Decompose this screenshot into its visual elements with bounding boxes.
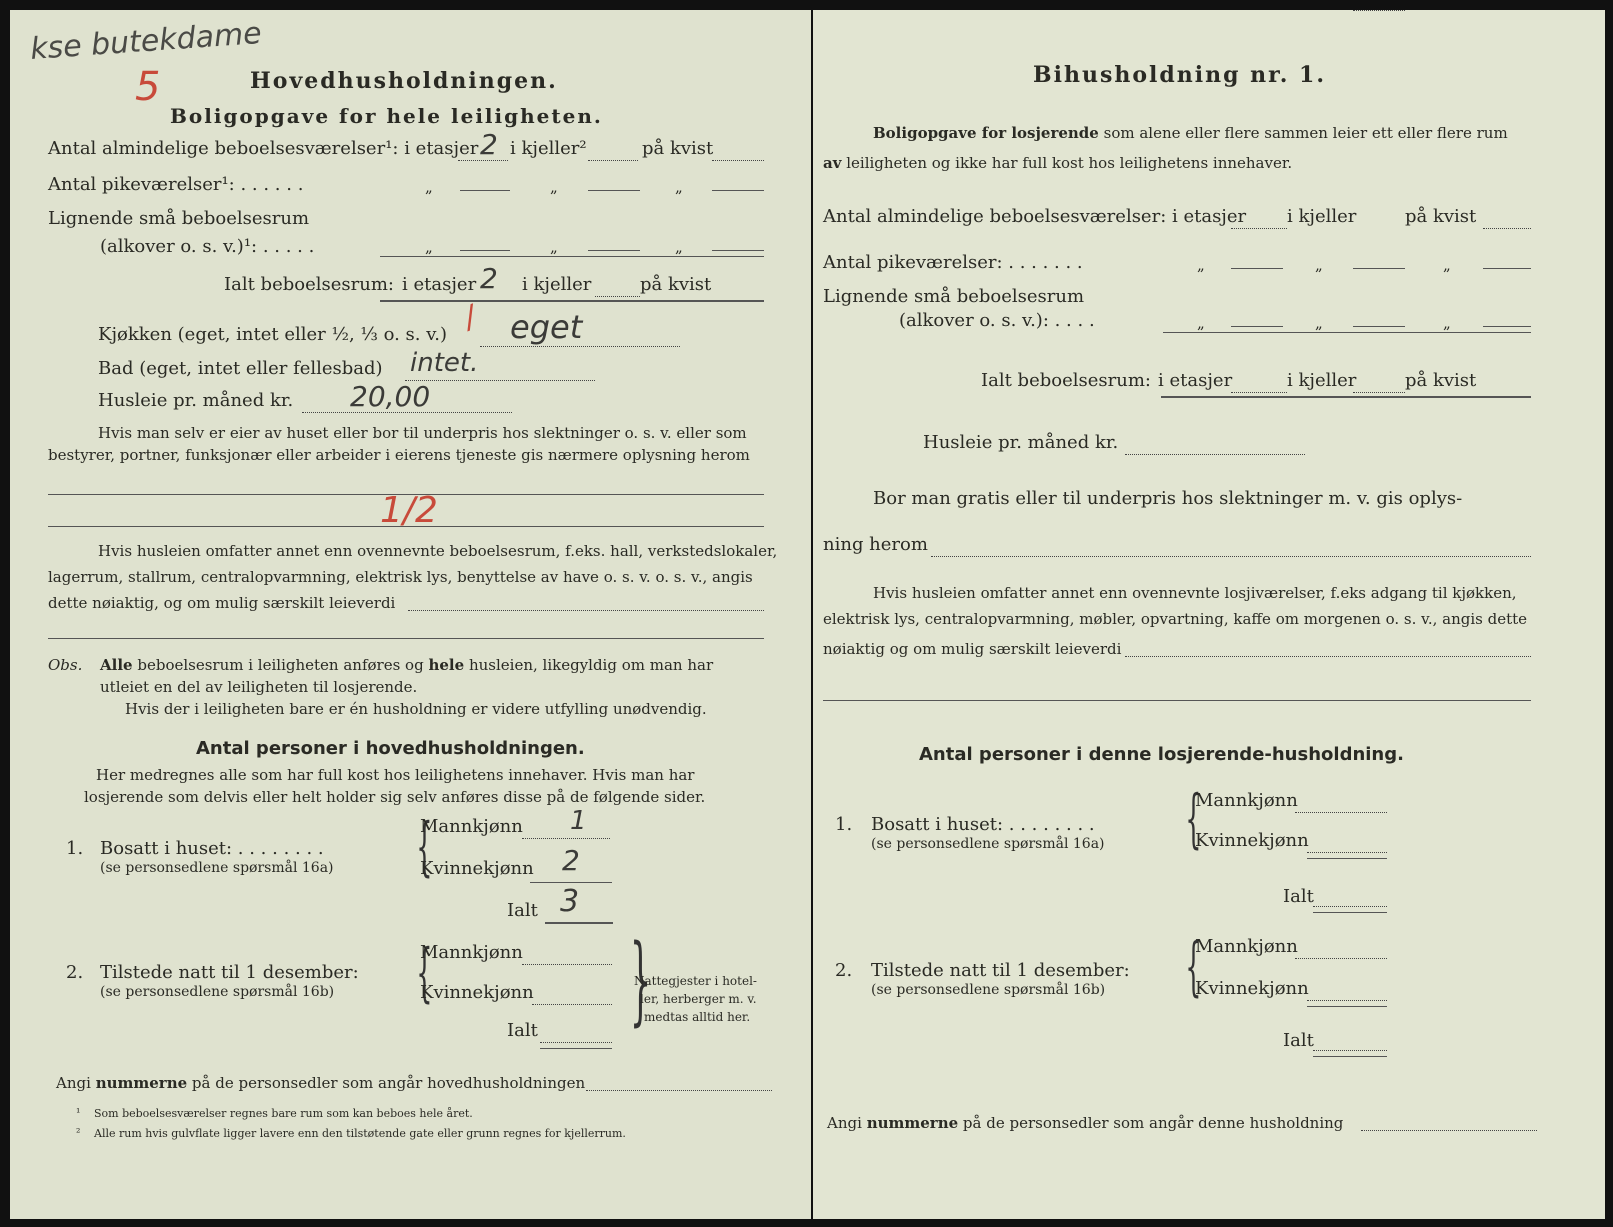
omfatter-answer-line[interactable] [1125, 656, 1531, 657]
ialt-kvist-label: på kvist [640, 274, 712, 295]
handwritten-occupation-note: kse butekdame [29, 15, 263, 68]
angi-answer-line[interactable] [586, 1090, 772, 1091]
kjokken-label: Kjøkken (eget, intet eller ½, ⅓ o. s. v.) [98, 324, 447, 345]
pikevaerelser-label: Antal pikeværelser: . . . . . . . [823, 252, 1083, 273]
bosatt-mann-label: Mannkjønn [420, 816, 523, 837]
rooms-kjeller-line[interactable] [588, 160, 638, 161]
intro-line-2 [823, 154, 1292, 172]
tilstede-brace: { [416, 936, 433, 1010]
personer-text-2: losjerende som delvis eller helt holder sig selv anføres disse på de følgende sider. [84, 788, 706, 806]
tilstede-label: Tilstede natt til 1 desember: [871, 960, 1130, 981]
bosatt-kvinne-value[interactable]: 2 [562, 844, 580, 877]
angi-answer-line[interactable] [1361, 1130, 1537, 1131]
bosatt-ialt-label: Ialt [1283, 886, 1314, 907]
obs-line-3: Hvis der i leiligheten bare er én husholdning er videre utfylling unødvendig. [125, 700, 707, 718]
pike-kvist-line[interactable] [712, 190, 764, 191]
tilstede-kvinne-label: Kvinnekjønn [420, 982, 534, 1003]
ialt-underline [1161, 396, 1531, 398]
ditto-mark: „ [1315, 256, 1323, 274]
ialt-etasjer-label: i etasjer [1158, 370, 1233, 391]
ialt-kvist-label: på kvist [1405, 370, 1477, 391]
omfatter-answer-line-2[interactable] [823, 700, 1531, 701]
bosatt-ialt-line [545, 922, 613, 924]
eier-instruction-1: Hvis man selv er eier av huset eller bor til underpris hos slektninger o. s. v. eller som [98, 424, 747, 442]
omfatter-instruction-3: nøiaktig og om mulig særskilt leieverdi [823, 640, 1122, 658]
bosatt-brace: { [416, 810, 433, 884]
tilstede-ialt-rule [1313, 1056, 1387, 1057]
alkover-label-a: Lignende små beboelsesrum [823, 286, 1085, 307]
eier-instruction-2: bestyrer, portner, funksjonær eller arbeider i eierens tjeneste gis nærmere oplysning herom [48, 446, 750, 464]
gratis-instruction-1: Bor man gratis eller til underpris hos slektninger m. v. gis oplys- [873, 488, 1463, 509]
ialt-kjeller-label: i kjeller [522, 274, 592, 295]
ditto-mark: „ [425, 238, 433, 256]
bosatt-ialt-value[interactable]: 3 [560, 884, 580, 919]
tilstede-ialt-label: Ialt [507, 1020, 538, 1041]
bosatt-brace: { [1185, 782, 1202, 856]
obs-text-b: husleien, likegyldig om man har [468, 656, 714, 674]
obs-alle: Alle [100, 656, 133, 674]
ialt-kjeller-label: i kjeller [1287, 370, 1357, 391]
angi-nummerne-line [827, 1114, 1343, 1132]
intro-bold: Boligopgave for losjerende [873, 124, 1099, 142]
ialt-underline [380, 300, 764, 302]
bosatt-number: 1. [66, 838, 84, 859]
right-page-bihusholdning [813, 10, 1605, 1219]
bosatt-kvinne-line [530, 882, 612, 883]
rooms-kvist-line[interactable] [1483, 228, 1531, 229]
obs-text-a: beboelsesrum i leiligheten anføres og [137, 656, 424, 674]
footnote-2: Alle rum hvis gulvflate ligger lavere enn den tilstøtende gate eller grunn regnes for kjellerrum. [94, 1127, 626, 1140]
bad-value[interactable]: intet. [410, 348, 479, 378]
angi-nummerne: nummerne [866, 1114, 959, 1132]
rooms-etasjer-line [458, 160, 508, 161]
bosatt-mann-line[interactable] [1295, 812, 1387, 813]
ditto-mark: „ [675, 178, 683, 196]
angi-word: Angi [827, 1114, 862, 1132]
tilstede-ialt-label: Ialt [1283, 1030, 1314, 1051]
ditto-mark: „ [550, 238, 558, 256]
angi-nummerne: nummerne [95, 1074, 188, 1092]
angi-text: på de personsedler som angår denne husholdning [962, 1114, 1344, 1132]
bosatt-label: Bosatt i huset: . . . . . . . . [871, 814, 1095, 835]
husleie-line [302, 412, 512, 413]
sum-rule [380, 256, 764, 257]
bosatt-mann-line [522, 838, 610, 839]
tilstede-mann-label: Mannkjønn [1195, 936, 1298, 957]
rooms-kvist-label: på kvist [1405, 206, 1477, 227]
pike-kjeller-line[interactable] [1353, 268, 1405, 269]
bosatt-mann-value[interactable]: 1 [570, 806, 587, 836]
left-page-hovedhusholdning [10, 10, 811, 1219]
husleie-label: Husleie pr. måned kr. [98, 390, 294, 411]
nattegjester-brace: } [629, 924, 652, 1036]
omfatter-answer-line-2[interactable] [48, 638, 764, 639]
footnote-1: Som beboelsesværelser regnes bare rum som kan beboes hele året. [94, 1107, 473, 1120]
personer-text-1: Her medregnes alle som har full kost hos leilighetens innehaver. Hvis man har [96, 766, 695, 784]
obs-line-2: utleiet en del av leiligheten til losjerende. [100, 678, 418, 696]
omfatter-instruction-2: lagerrum, stallrum, centralopvarmning, elektrisk lys, benyttelse av have o. s. v. o. s. v., angis [48, 568, 753, 586]
handwritten-slash-mark: / [459, 299, 481, 336]
rooms-kvist-label: på kvist [642, 138, 714, 159]
tilstede-kvinne-line[interactable] [532, 1004, 612, 1005]
bosatt-ialt-label: Ialt [507, 900, 538, 921]
tilstede-mann-line[interactable] [522, 964, 612, 965]
personer-title: Antal personer i hovedhusholdningen. [196, 738, 585, 759]
nattegjester-note-2: ler, herberger m. v. [640, 992, 757, 1006]
bosatt-sub: (se personsedlene spørsmål 16a) [100, 860, 334, 876]
bosatt-ialt-rule [1313, 912, 1387, 913]
angi-word: Angi [56, 1074, 91, 1092]
tilstede-mann-line[interactable] [1295, 958, 1387, 959]
ditto-mark: „ [1197, 314, 1205, 332]
ialt-beboelsesrum-label: Ialt beboelsesrum: [981, 370, 1151, 391]
husleie-label: Husleie pr. måned kr. [923, 432, 1119, 453]
pike-etasjer-line[interactable] [460, 190, 510, 191]
ditto-mark: „ [1443, 256, 1451, 274]
gratis-answer-line[interactable] [931, 556, 1531, 557]
rooms-row-label: Antal almindelige beboelsesværelser: i etasjer [823, 206, 1247, 227]
tilstede-ialt-line[interactable] [1313, 1050, 1387, 1051]
page-title: Hovedhusholdningen. [250, 68, 558, 94]
tilstede-ialt-line[interactable] [540, 1042, 612, 1043]
bosatt-mann-label: Mannkjønn [1195, 790, 1298, 811]
ditto-mark: „ [675, 238, 683, 256]
footnote-1-number: ¹ [76, 1106, 81, 1119]
gratis-instruction-2: ning herom [823, 534, 928, 555]
ditto-mark: „ [1443, 314, 1451, 332]
tilstede-kvinne-rule [1307, 1006, 1387, 1007]
sum-rule [1163, 332, 1531, 333]
bad-label: Bad (eget, intet eller fellesbad) [98, 358, 383, 379]
rooms-etasjer-line[interactable] [1231, 228, 1287, 229]
intro-line-1 [873, 124, 1508, 142]
tilstede-sub: (se personsedlene spørsmål 16b) [871, 982, 1106, 998]
intro-av: av [823, 154, 842, 172]
tilstede-kvinne-label: Kvinnekjønn [1195, 978, 1309, 999]
angi-nummerne-line [56, 1074, 585, 1092]
alkover-kvist-line[interactable] [1483, 326, 1531, 327]
nattegjester-note-3: medtas alltid her. [644, 1010, 751, 1024]
alkover-kvist-line[interactable] [712, 250, 764, 251]
bosatt-kvinne-label: Kvinnekjønn [1195, 830, 1309, 851]
rooms-kvist-line[interactable] [712, 160, 764, 161]
bosatt-kvinne-rule [1307, 858, 1387, 859]
ialt-beboelsesrum-label: Ialt beboelsesrum: [224, 274, 394, 295]
intro-text: som alene eller flere sammen leier ett eller flere rum [1103, 124, 1508, 142]
omfatter-instruction-3: dette nøiaktig, og om mulig særskilt leieverdi [48, 594, 396, 612]
handwritten-red-fraction: 1/2 [380, 490, 438, 531]
rooms-kjeller-line[interactable] [1353, 10, 1405, 11]
rooms-kjeller-label: i kjeller² [510, 138, 587, 159]
ialt-etasjer-line[interactable] [1231, 392, 1287, 393]
bosatt-label: Bosatt i huset: . . . . . . . . [100, 838, 324, 859]
alkover-etasjer-line[interactable] [1231, 326, 1283, 327]
ialt-kjeller-line[interactable] [595, 296, 640, 297]
ditto-mark: „ [550, 178, 558, 196]
ditto-mark: „ [425, 178, 433, 196]
obs-label: Obs. [48, 656, 83, 674]
angi-text: på de personsedler som angår hovedhusholdningen [191, 1074, 586, 1092]
omfatter-instruction-1: Hvis husleien omfatter annet enn ovennevnte losjiværelser, f.eks adgang til kjøkken, [873, 584, 1517, 602]
rooms-kjeller-label: i kjeller [1287, 206, 1357, 227]
tilstede-label: Tilstede natt til 1 desember: [100, 962, 359, 983]
eier-answer-line-2[interactable] [48, 526, 764, 527]
bosatt-kvinne-line[interactable] [1307, 852, 1387, 853]
bosatt-kvinne-label: Kvinnekjønn [420, 858, 534, 879]
page-title: Bihusholdning nr. 1. [1033, 62, 1326, 88]
omfatter-instruction-1: Hvis husleien omfatter annet enn ovennevnte beboelsesrum, f.eks. hall, verkstedslokaler, [98, 542, 778, 560]
alkover-kjeller-line[interactable] [1353, 326, 1405, 327]
pike-kvist-line[interactable] [1483, 268, 1531, 269]
handwritten-red-number: 5 [135, 64, 161, 110]
kjokken-value[interactable]: eget [510, 308, 583, 346]
rooms-etasjer-value[interactable]: 2 [480, 128, 498, 161]
ialt-kjeller-line[interactable] [1353, 392, 1405, 393]
alkover-kjeller-line[interactable] [588, 250, 640, 251]
pike-etasjer-line[interactable] [1231, 268, 1283, 269]
bosatt-sub: (se personsedlene spørsmål 16a) [871, 836, 1105, 852]
personer-title: Antal personer i denne losjerende-husholdning. [919, 744, 1404, 765]
obs-line-1 [100, 656, 713, 674]
tilstede-kvinne-line[interactable] [1307, 1000, 1387, 1001]
ditto-mark: „ [1315, 314, 1323, 332]
tilstede-number: 2. [66, 962, 84, 983]
tilstede-mann-label: Mannkjønn [420, 942, 523, 963]
intro-text-2: leiligheten og ikke har full kost hos leilighetens innehaver. [846, 154, 1293, 172]
rooms-row-label: Antal almindelige beboelsesværelser¹: i etasjer [48, 138, 479, 159]
alkover-label-b: (alkover o. s. v.)¹: . . . . . [100, 236, 315, 257]
omfatter-instruction-2: elektrisk lys, centralopvarmning, møbler, opvartning, kaffe om morgenen o. s. v., angis dette [823, 610, 1528, 628]
kjokken-line [480, 346, 680, 347]
ialt-etasjer-label: i etasjer [402, 274, 477, 295]
ialt-etasjer-value[interactable]: 2 [480, 262, 498, 295]
page-subtitle: Boligopgave for hele leiligheten. [170, 104, 603, 128]
pikevaerelser-label: Antal pikeværelser¹: . . . . . . [48, 174, 304, 195]
nattegjester-note-1: Nattegjester i hotel- [634, 974, 757, 988]
alkover-etasjer-line[interactable] [460, 250, 510, 251]
tilstede-number: 2. [835, 960, 853, 981]
footnote-2-number: ² [76, 1126, 81, 1139]
husleie-line[interactable] [1125, 454, 1305, 455]
alkover-label-a: Lignende små beboelsesrum [48, 208, 310, 229]
bad-line [405, 380, 595, 381]
alkover-label-b: (alkover o. s. v.): . . . . [899, 310, 1095, 331]
bosatt-ialt-line[interactable] [1313, 906, 1387, 907]
tilstede-sub: (se personsedlene spørsmål 16b) [100, 984, 335, 1000]
husleie-value[interactable]: 20,00 [350, 380, 431, 413]
pike-kjeller-line[interactable] [588, 190, 640, 191]
ditto-mark: „ [1197, 256, 1205, 274]
tilstede-brace: { [1185, 930, 1202, 1004]
omfatter-answer-line[interactable] [408, 610, 764, 611]
obs-hele: hele [428, 656, 465, 674]
tilstede-ialt-rule [540, 1048, 612, 1049]
bosatt-number: 1. [835, 814, 853, 835]
